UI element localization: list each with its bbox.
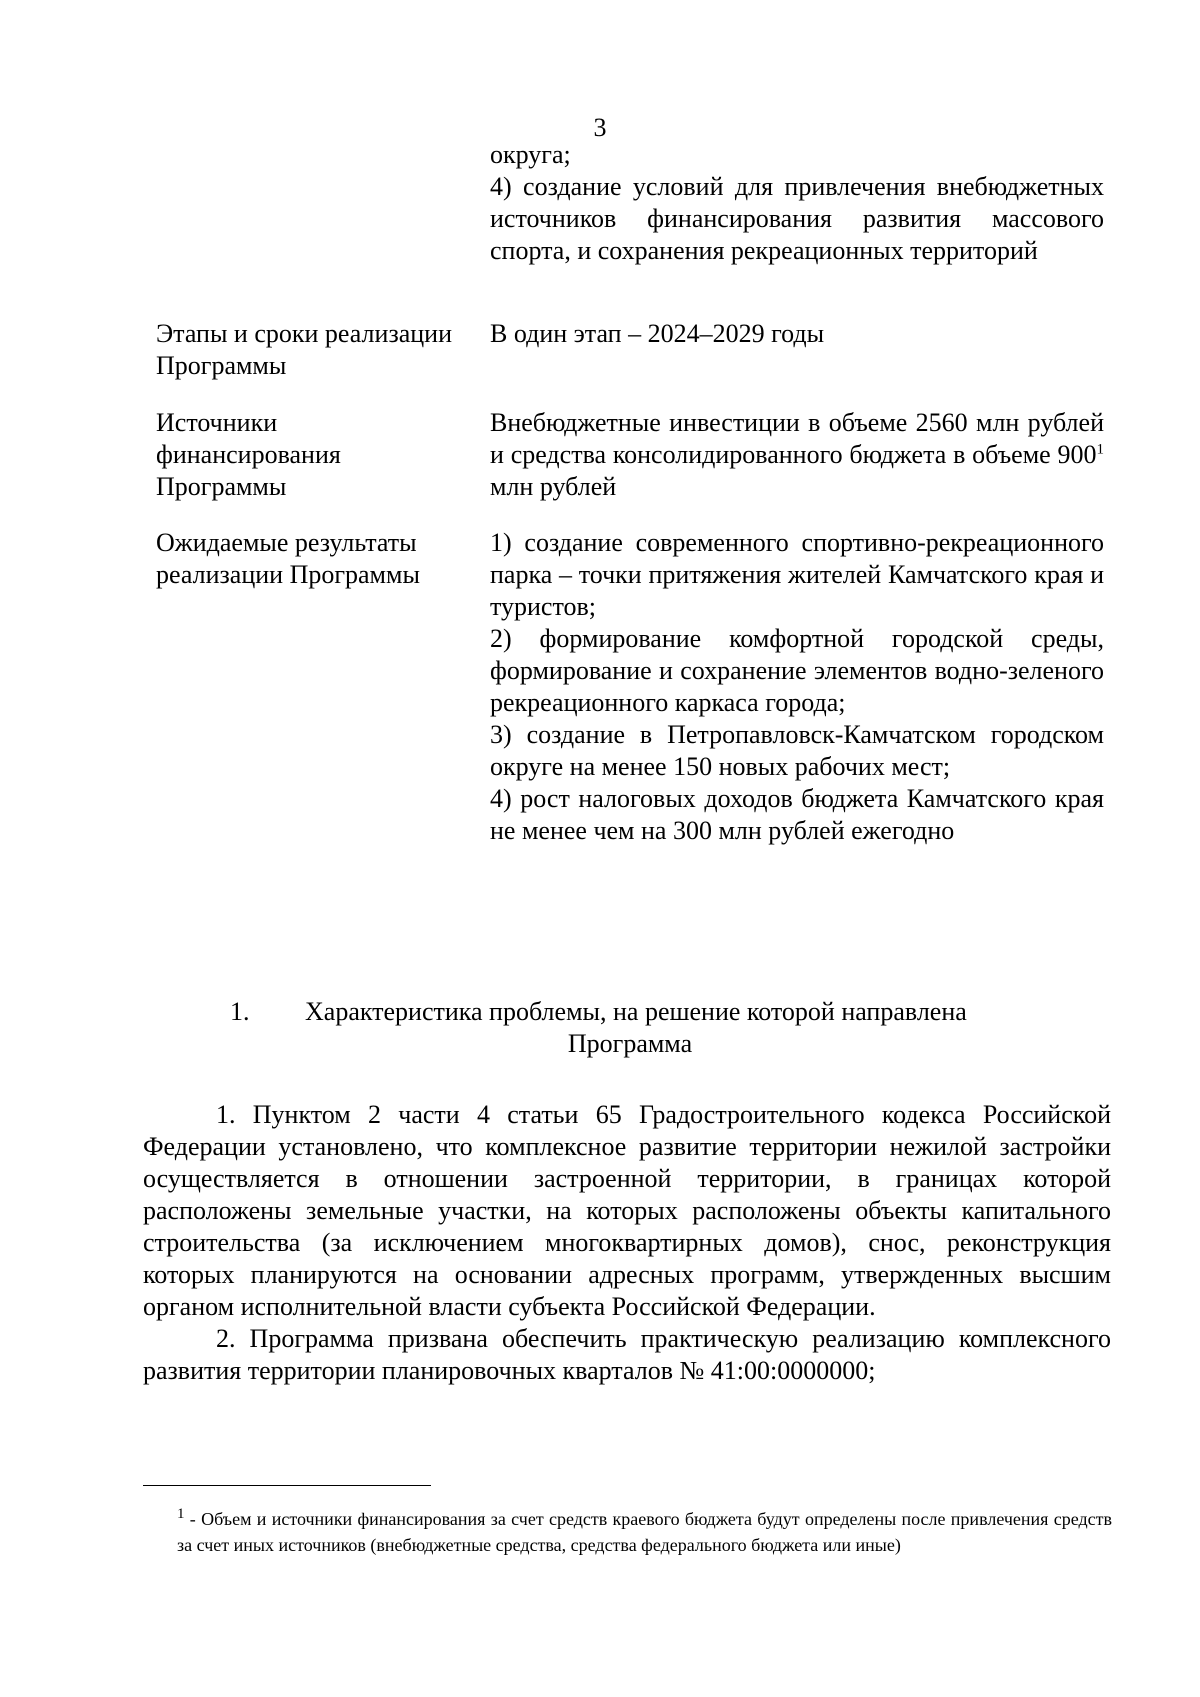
tasks-item-4 (490, 171, 1104, 267)
footnote-marker: 1 (177, 1506, 185, 1522)
sources-value (490, 407, 1104, 503)
tasks-item-4-text: создание условий для привлечения внебюджетных источников финансирования развития массового спорта, и сохранения рекреационных территорий (490, 172, 1104, 265)
results-item-text: формирование комфортной городской среды, формирование и сохранение элементов водно-зеленого рекреационного каркаса города; (490, 624, 1104, 717)
results-item-2 (490, 623, 1104, 719)
stages-label: Этапы и сроки реализации Программы (156, 319, 452, 380)
section-title-line1: Характеристика проблемы, на решение которой направлена (305, 997, 967, 1026)
sources-value-unit: млн рублей (490, 472, 617, 501)
results-label: Ожидаемые результаты реализации Программы (156, 528, 420, 589)
footnote (177, 1506, 1112, 1558)
page-number: 3 (593, 113, 607, 142)
tasks-line-okruga: округа; (490, 140, 571, 169)
results-item-3 (490, 719, 1104, 783)
results-item-number: 2) (490, 624, 512, 653)
results-item-text: создание в Петропавловск-Камчатском городском округе на менее 150 новых рабочих мест; (490, 720, 1105, 781)
footnote-text: - Объем и источники финансирования за счет средств краевого бюджета будут определены после привлечения средств за счет иных источников (внебюджетные средства, средства федерального бюджета или иные) (177, 1509, 1112, 1555)
results-item-text: создание современного спортивно-рекреационного парка – точки притяжения жителей Камчатского края и туристов; (490, 528, 1105, 621)
stages-value: В один этап – 2024–2029 годы (490, 319, 825, 348)
section-title-line2: Программа (567, 1029, 693, 1058)
tasks-tail (490, 139, 1104, 267)
results-item-number: 1) (490, 528, 512, 557)
footnote-ref: 1 (1096, 441, 1104, 458)
sources-value-text: Внебюджетные инвестиции в объеме 2560 млн рублей и средства консолидированного бюджета в объеме 900 (490, 408, 1104, 469)
results-list (490, 527, 1104, 847)
sources-label: Источники финансирования Программы (156, 408, 341, 501)
tasks-item-4-number: 4) (490, 172, 512, 201)
results-item-number: 4) (490, 784, 512, 813)
body-paragraph-2: 2. Программа призвана обеспечить практическую реализацию комплексного развития территории планировочных кварталов № 41:00:0000000; (143, 1324, 1111, 1385)
results-item-text: рост налоговых доходов бюджета Камчатского края не менее чем на 300 млн рублей ежегодно (490, 784, 1104, 845)
results-item-number: 3) (490, 720, 512, 749)
body-paragraph-1: 1. Пунктом 2 части 4 статьи 65 Градостроительного кодекса Российской Федерации установлено, что комплексное развитие территории нежилой застройки осуществляется в отношении застроенной территории, в границах которой расположены земельные участки, на которых расположены объекты капитального строительства (за исключением многоквартирных домов), снос, реконструкция которых планируются на основании адресных программ, утвержденных высшим органом исполнительной власти субъекта Российской Федерации. (143, 1100, 1111, 1321)
section-number: 1. (230, 997, 250, 1026)
results-item-4 (490, 783, 1104, 847)
footnote-separator (143, 1485, 431, 1486)
results-item-1 (490, 527, 1104, 623)
